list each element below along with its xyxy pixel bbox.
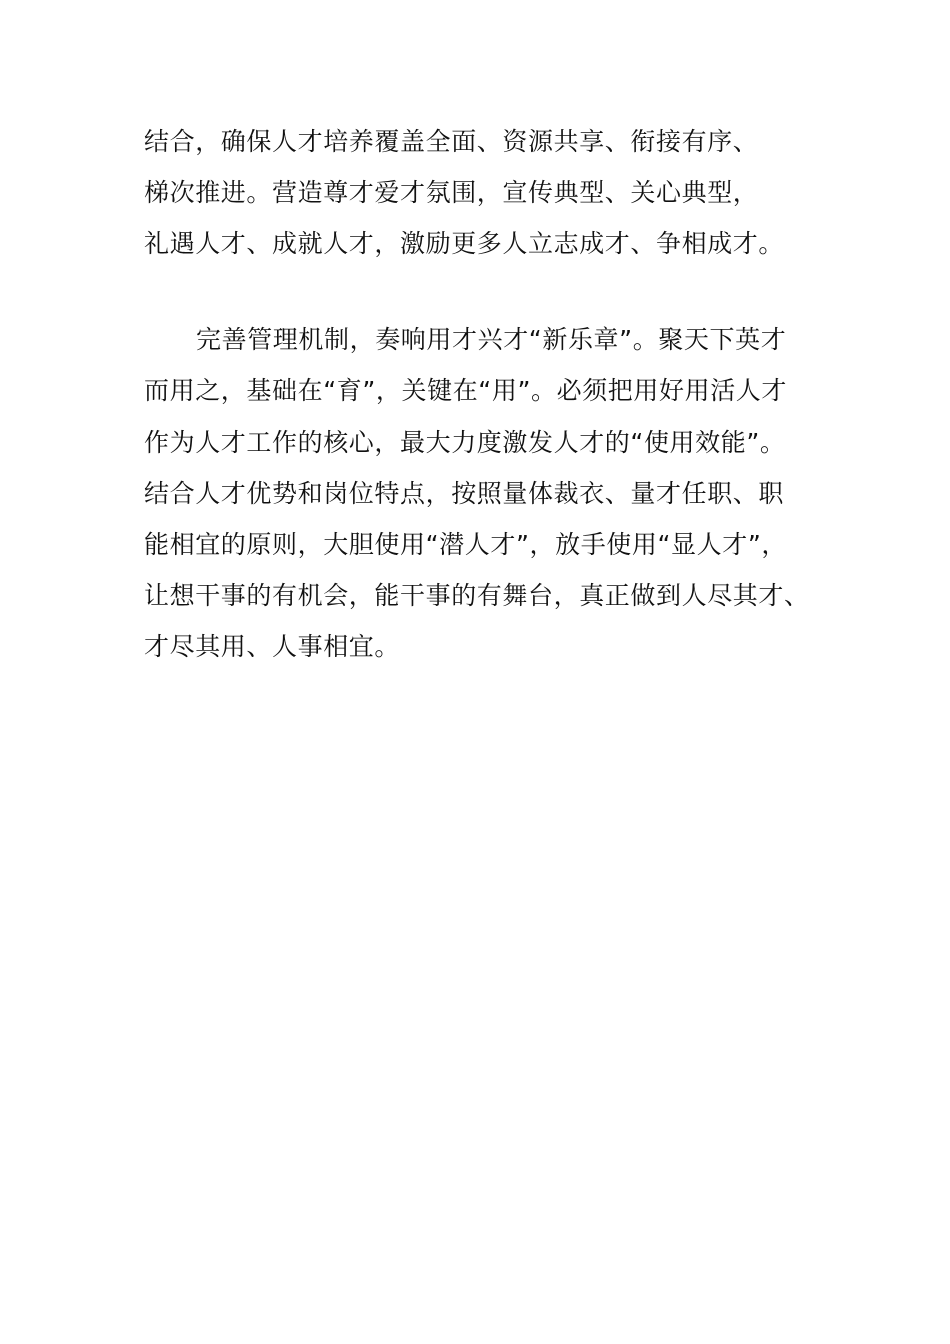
paragraph-2-line-7: 才尽其用、人事相宜。 [144,632,401,661]
paragraph-1-line-2: 梯次推进。营造尊才爱才氛围，宣传典型、关心典型， [144,178,759,207]
paragraph-2-line-1: 完善管理机制，奏响用才兴才“新乐章”。聚天下英才 [196,325,787,354]
paragraph-2-line-4: 结合人才优势和岗位特点，按照量体裁衣、量才任职、职 [144,479,785,508]
paragraph-2-line-5: 能相宜的原则，大胆使用“潜人才”，放手使用“显人才”， [144,530,788,559]
paragraph-2-line-2: 而用之，基础在“育”，关键在“用”。必须把用好用活人才 [144,376,788,405]
paragraph-1-line-1: 结合，确保人才培养覆盖全面、资源共享、衔接有序、 [144,127,759,156]
paragraph-1-line-3: 礼遇人才、成就人才，激励更多人立志成才、争相成才。 [144,229,785,258]
paragraph-2-line-3: 作为人才工作的核心，最大力度激发人才的“使用效能”。 [144,428,786,457]
paragraph-2-line-6: 让想干事的有机会，能干事的有舞台，真正做到人尽其才、 [144,581,810,610]
